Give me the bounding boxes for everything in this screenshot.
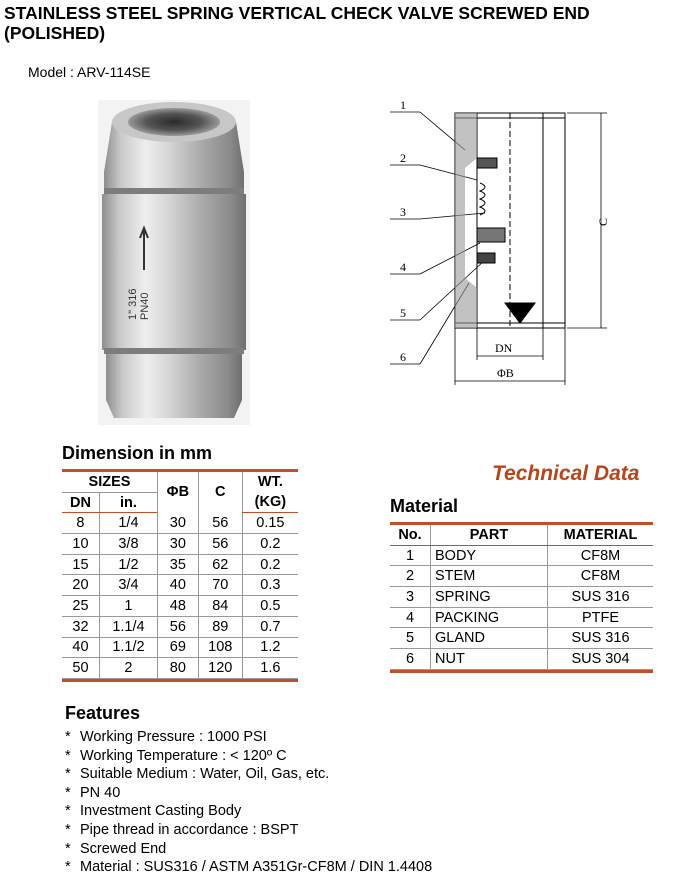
dimension-title: Dimension in mm bbox=[62, 443, 213, 463]
header-b: ΦB bbox=[157, 472, 198, 513]
header-material: MATERIAL bbox=[548, 525, 654, 545]
table-row: 32 1.1/4 56 89 0.7 bbox=[62, 616, 298, 637]
list-item: * Working Temperature : < 120º C bbox=[65, 747, 287, 764]
list-item: * Screwed End bbox=[65, 840, 167, 857]
bullet-icon: * bbox=[65, 784, 71, 801]
list-item: * Material : SUS316 / ASTM A351Gr-CF8M / DIN 1.4408 bbox=[65, 859, 433, 876]
table-row: 15 1/2 35 62 0.2 bbox=[62, 554, 298, 575]
valve-photo bbox=[98, 100, 250, 425]
dimension-table bbox=[62, 469, 298, 682]
material-title: Material bbox=[390, 496, 459, 516]
table-row: 2 STEM CF8M bbox=[390, 566, 653, 587]
callout-1: 1 bbox=[400, 98, 406, 112]
model-label: Model : ARV-114SE bbox=[28, 64, 151, 80]
section-drawing bbox=[385, 88, 670, 388]
header-no: No. bbox=[390, 525, 431, 545]
table-row: 4 PACKING PTFE bbox=[390, 607, 653, 628]
features-list bbox=[65, 728, 432, 877]
photo-marking-pn: PN40 bbox=[139, 292, 151, 320]
page-title: STAINLESS STEEL SPRING VERTICAL CHECK VALVE SCREWED END (POLISHED) bbox=[4, 3, 590, 43]
dim-c-label: C bbox=[596, 217, 610, 226]
photo-marking-size: 1" 316 bbox=[127, 288, 139, 320]
header-in: in. bbox=[99, 492, 157, 513]
callout-4: 4 bbox=[400, 260, 406, 274]
material-table bbox=[390, 522, 653, 673]
table-row: 1 BODY CF8M bbox=[390, 545, 653, 566]
technical-data-heading: Technical Data bbox=[492, 462, 640, 485]
bullet-icon: * bbox=[65, 729, 71, 745]
features-title: Features bbox=[65, 703, 141, 723]
list-item: * Suitable Medium : Water, Oil, Gas, etc. bbox=[65, 766, 330, 783]
bullet-icon: * bbox=[65, 766, 71, 783]
header-sizes: SIZES bbox=[62, 472, 157, 492]
callout-2: 2 bbox=[400, 151, 406, 165]
table-row: 6 NUT SUS 304 bbox=[390, 649, 653, 670]
table-row: 5 GLAND SUS 316 bbox=[390, 628, 653, 649]
list-item: * Working Pressure : 1000 PSI bbox=[65, 729, 267, 745]
dim-b-label: ΦB bbox=[497, 366, 514, 380]
callout-3: 3 bbox=[400, 205, 406, 219]
list-item: * PN 40 bbox=[65, 784, 121, 801]
header-dn: DN bbox=[62, 492, 99, 513]
table-row: 8 1/4 30 56 0.15 bbox=[62, 513, 298, 534]
callout-6: 6 bbox=[400, 350, 406, 364]
header-kg: (KG) bbox=[242, 492, 298, 513]
bullet-icon: * bbox=[65, 803, 71, 820]
table-row: 40 1.1/2 69 108 1.2 bbox=[62, 637, 298, 658]
table-row: 3 SPRING SUS 316 bbox=[390, 587, 653, 608]
table-row: 25 1 48 84 0.5 bbox=[62, 596, 298, 617]
header-wt: WT. bbox=[242, 472, 298, 492]
list-item: * Investment Casting Body bbox=[65, 803, 242, 820]
header-c: C bbox=[198, 472, 242, 513]
bullet-icon: * bbox=[65, 859, 71, 876]
bullet-icon: * bbox=[65, 840, 71, 857]
table-row: 20 3/4 40 70 0.3 bbox=[62, 575, 298, 596]
list-item: * Pipe thread in accordance : BSPT bbox=[65, 821, 299, 838]
bullet-icon: * bbox=[65, 747, 71, 764]
dim-dn-label: DN bbox=[495, 341, 513, 355]
table-row: 50 2 80 120 1.6 bbox=[62, 658, 298, 679]
header-part: PART bbox=[431, 525, 548, 545]
callout-5: 5 bbox=[400, 306, 406, 320]
table-row: 10 3/8 30 56 0.2 bbox=[62, 534, 298, 555]
bullet-icon: * bbox=[65, 821, 71, 838]
